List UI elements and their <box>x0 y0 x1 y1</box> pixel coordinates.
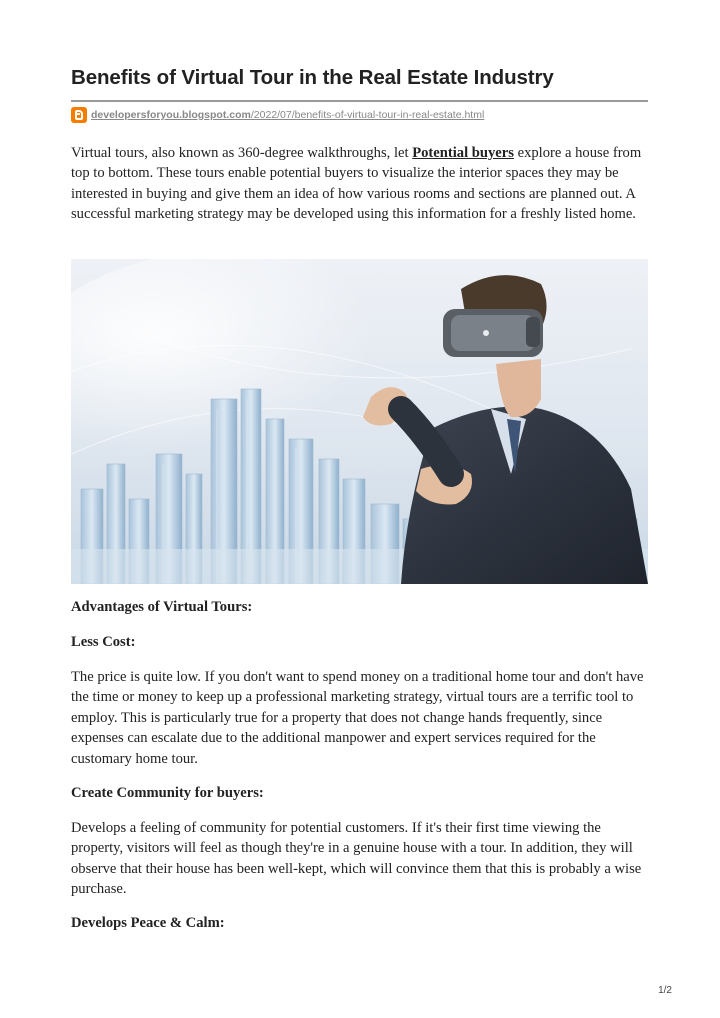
title-divider <box>71 100 648 102</box>
potential-buyers-link[interactable]: Potential buyers <box>412 145 514 161</box>
page-title: Benefits of Virtual Tour in the Real Estate Industry <box>71 66 554 89</box>
source-domain-link[interactable]: developersforyou.blogspot.com <box>91 109 251 121</box>
intro-paragraph <box>71 143 651 225</box>
advantages-heading: Advantages of Virtual Tours: <box>71 599 253 615</box>
blogger-icon <box>71 107 87 123</box>
less-cost-paragraph: The price is quite low. If you don't want to spend money on a traditional home tour and don't have the time or money to keep up a professional marketing strategy, virtual tours are a terrific tool to employ. This is particularly true for a property that does not change hands frequently, since expenses can escalate due to the additional manpower and expert services required for the customary home tour. <box>71 669 644 767</box>
peace-calm-heading: Develops Peace & Calm: <box>71 915 225 931</box>
hero-image-vr-headset <box>71 259 648 584</box>
source-path-link[interactable]: /2022/07/benefits-of-virtual-tour-in-real-estate.html <box>250 109 485 121</box>
community-paragraph: Develops a feeling of community for potential customers. If it's their first time viewing the property, visitors will feel as though they're in a genuine house with a tour. In addition, they will observe that their house has been well-kept, which will convince them that this is probably a wise purchase. <box>71 820 642 898</box>
page-number: 1/2 <box>658 985 672 996</box>
less-cost-heading: Less Cost: <box>71 634 136 650</box>
community-heading: Create Community for buyers: <box>71 785 264 801</box>
intro-text-start: Virtual tours, also known as 360-degree walkthroughs, let <box>71 145 413 161</box>
intro-text-end: explore a house from top to bottom. These tours enable potential buyers to visualize the interior spaces they may be interested in buying and give them an idea of how various rooms and sections are planned out. A successful marketing strategy may be developed using this information for a freshly listed home. <box>71 145 642 223</box>
source-url[interactable] <box>71 106 484 124</box>
